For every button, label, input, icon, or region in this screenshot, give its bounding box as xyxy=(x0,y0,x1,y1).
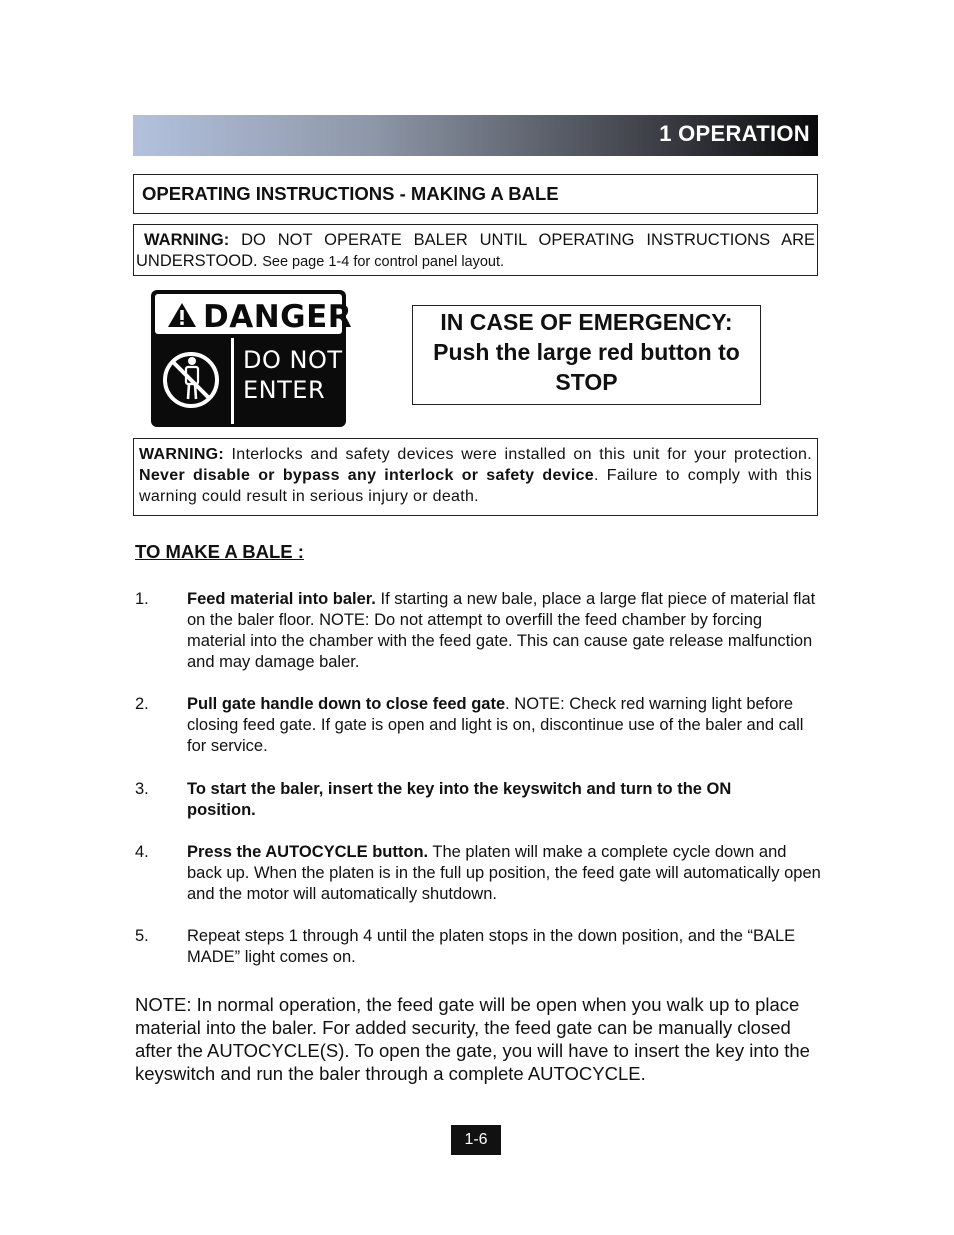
warning-1-line-2 xyxy=(136,251,815,272)
step-number: 4. xyxy=(135,843,149,861)
step-number: 5. xyxy=(135,927,149,945)
warning-2-text-1: Interlocks and safety devices were installed on this unit for your protection. xyxy=(231,446,812,463)
step-text: If starting a new bale, place a large flat piece of material flat on the baler floor. NOTE: Do not attempt to overfill the feed chamber by forcing material into the chamber with the feed gate. This can cause gate release malfunction and may damage baler. xyxy=(187,590,816,671)
step-item xyxy=(135,926,825,968)
step-bold: Press the AUTOCYCLE button. xyxy=(187,843,429,861)
warning-triangle-icon xyxy=(167,302,197,328)
warning-1-line-1 xyxy=(136,229,815,251)
warning-1-see-page: See page 1-4 for control panel layout. xyxy=(262,254,505,270)
danger-do-not-enter-sign xyxy=(151,290,353,427)
section-title: OPERATING INSTRUCTIONS - MAKING A BALE xyxy=(142,183,559,204)
warning-box-2 xyxy=(133,438,818,516)
sign-do-not: DO NOT xyxy=(243,346,343,374)
step-item xyxy=(135,589,825,673)
chapter-title: 1 OPERATION xyxy=(659,121,810,146)
danger-header-panel xyxy=(155,294,353,335)
emergency-line-2: Push the large red button to xyxy=(433,339,740,365)
emergency-line-1: IN CASE OF EMERGENCY: xyxy=(440,309,733,335)
step-item xyxy=(135,694,825,757)
step-bold: To start the baler, insert the key into the keyswitch and turn to the ON position. xyxy=(187,780,732,819)
sign-divider xyxy=(231,338,234,424)
warning-1-text: DO NOT OPERATE BALER UNTIL OPERATING INSTRUCTIONS ARE xyxy=(241,231,815,249)
warning-1-understood: UNDERSTOOD. xyxy=(136,252,258,270)
step-text: The platen will make a complete cycle down and back up. When the platen is in the full up position, the feed gate will automatically open and the motor will automatically shutdown. xyxy=(187,843,821,903)
step-text: . NOTE: Check red warning light before closing feed gate. If gate is open and light is on, discontinue use of the baler and call for service. xyxy=(187,695,804,755)
page-number: 1-6 xyxy=(451,1125,501,1155)
emergency-line-3: STOP xyxy=(555,369,618,395)
step-text: Repeat steps 1 through 4 until the platen stops in the down position, and the “BALE MADE” light comes on. xyxy=(187,927,796,966)
danger-heading: DANGER xyxy=(203,299,353,335)
step-number: 1. xyxy=(135,590,149,608)
emergency-box xyxy=(412,305,761,405)
step-number: 3. xyxy=(135,780,149,798)
make-bale-heading: TO MAKE A BALE : xyxy=(135,541,304,562)
step-number: 2. xyxy=(135,695,149,713)
section-header-bar xyxy=(133,115,818,156)
step-bold: Feed material into baler. xyxy=(187,590,376,608)
warning-2-text-2: . Failure to comply with this warning could result in serious injury or death. xyxy=(139,467,812,505)
step-bold: Pull gate handle down to close feed gate xyxy=(187,695,506,713)
step-list xyxy=(135,589,825,968)
sign-enter: ENTER xyxy=(243,376,326,404)
step-item xyxy=(135,842,825,905)
no-person-entry-icon xyxy=(161,344,225,418)
section-title-box xyxy=(133,174,818,214)
warning-box-1 xyxy=(133,224,818,276)
warning-2-label: WARNING: xyxy=(139,446,225,463)
warning-2-bold: Never disable or bypass any interlock or safety device xyxy=(139,467,594,484)
operation-note: NOTE: In normal operation, the feed gate will be open when you walk up to place material into the baler. For added security, the feed gate can be manually closed after the AUTOCYCLE(S). To open the gate, you will have to insert the key into the keyswitch and run the baler through a complete AUTOCYCLE. xyxy=(135,994,810,1084)
step-item xyxy=(135,779,825,821)
warning-1-label: WARNING: xyxy=(144,231,230,249)
